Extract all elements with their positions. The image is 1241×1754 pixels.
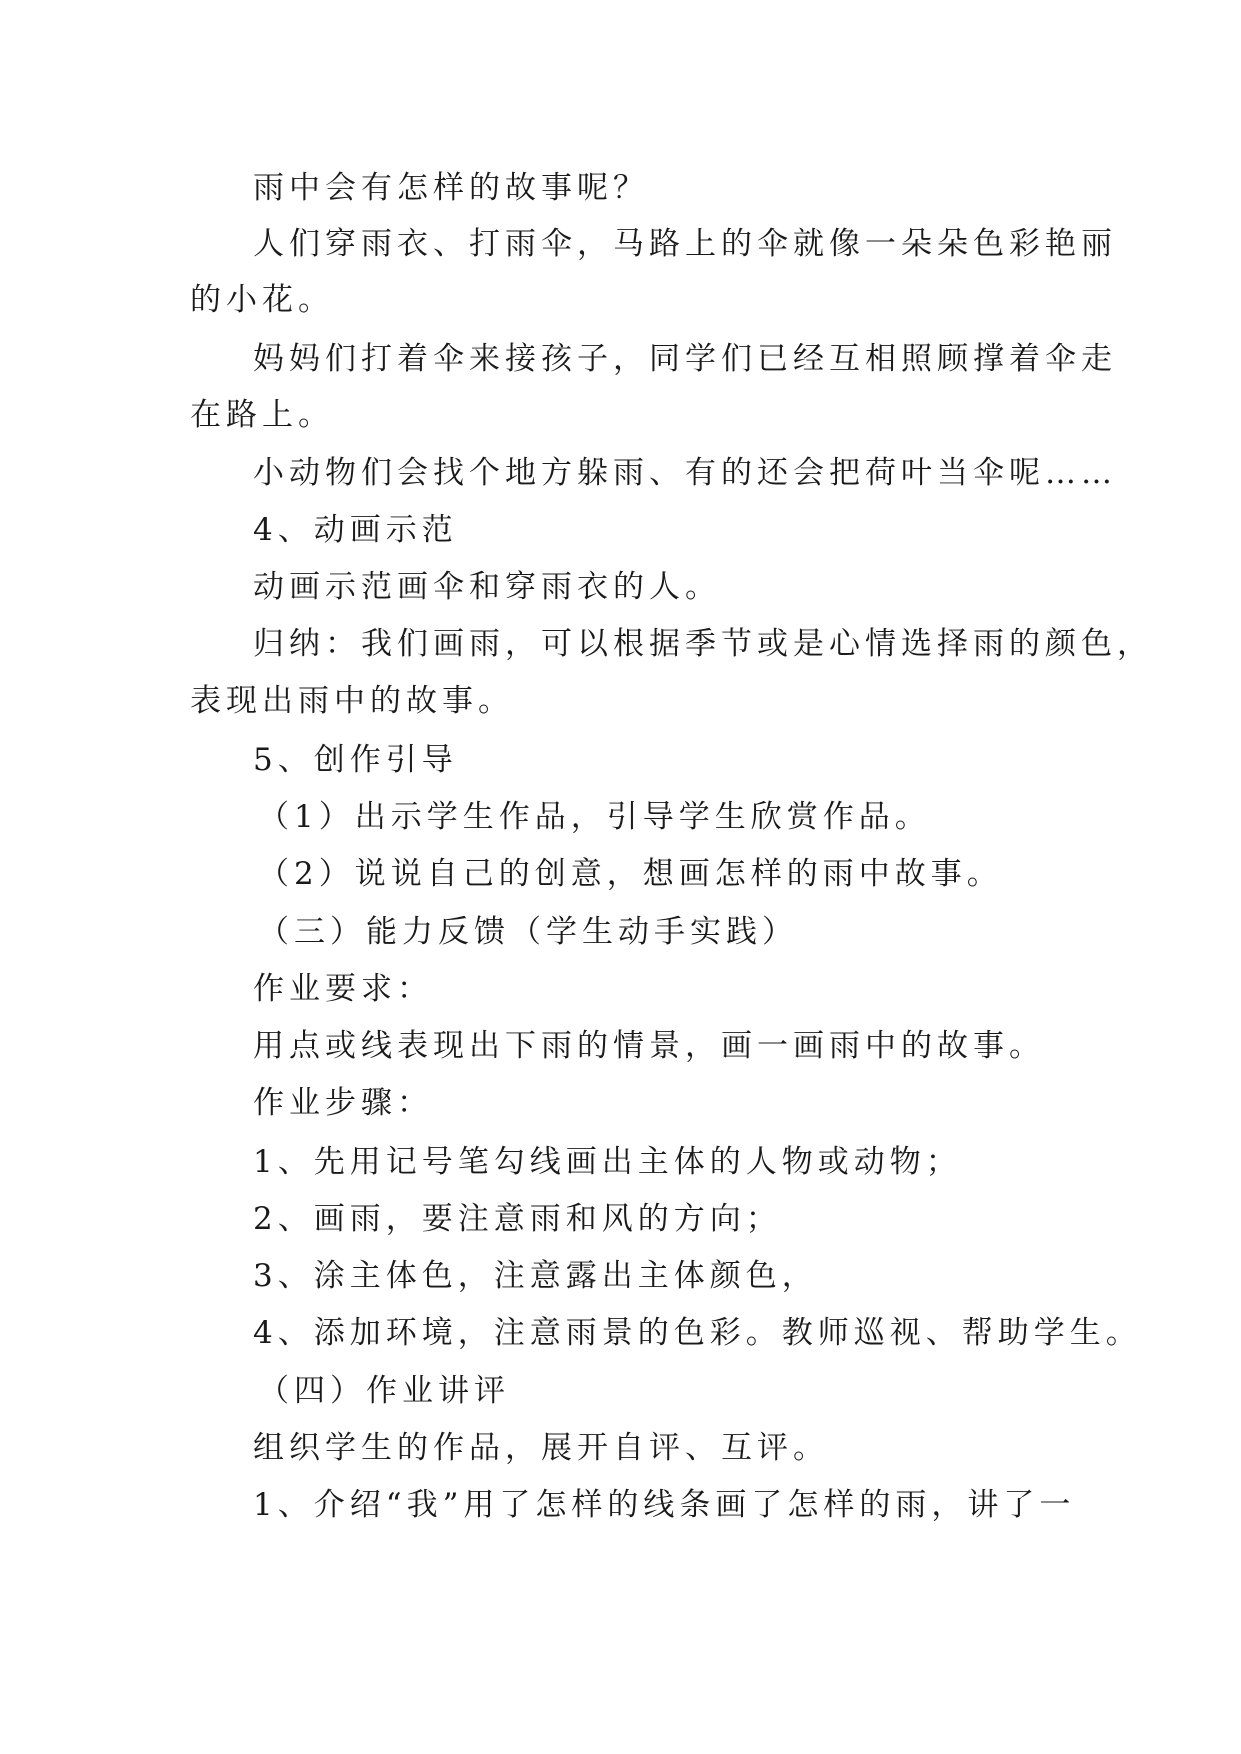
paragraph-line: 用点或线表现出下雨的情景，画一画雨中的故事。: [253, 1028, 1045, 1064]
paragraph-line: 的小花。: [190, 282, 334, 318]
list-item: （2）说说自己的创意，想画怎样的雨中故事。: [258, 856, 1003, 892]
section-heading: （四）作业讲评: [258, 1373, 510, 1409]
paragraph-line: 作业要求：: [253, 971, 433, 1007]
paragraph-line: 动画示范画伞和穿雨衣的人。: [253, 569, 721, 605]
paragraph-line: 组织学生的作品，展开自评、互评。: [253, 1430, 829, 1466]
list-item: 3、涂主体色，注意露出主体颜色，: [253, 1258, 818, 1294]
paragraph-line: 妈妈们打着伞来接孩子，同学们已经互相照顾撑着伞走: [253, 341, 1117, 377]
paragraph-line: 作业步骤：: [253, 1085, 433, 1121]
paragraph-line: 人们穿雨衣、打雨伞，马路上的伞就像一朵朵色彩艳丽: [253, 226, 1117, 262]
paragraph-line: 雨中会有怎样的故事呢？: [253, 170, 649, 206]
list-item: 2、画雨，要注意雨和风的方向；: [253, 1201, 782, 1237]
section-heading: （三）能力反馈（学生动手实践）: [258, 914, 798, 950]
paragraph-line: 表现出雨中的故事。: [190, 683, 514, 719]
list-item: （1）出示学生作品，引导学生欣赏作品。: [258, 799, 931, 835]
section-heading: 4、动画示范: [253, 512, 458, 548]
list-item: 1、先用记号笔勾线画出主体的人物或动物；: [253, 1144, 962, 1180]
paragraph-line: 归纳：我们画雨，可以根据季节或是心情选择雨的颜色，: [253, 626, 1153, 662]
list-item: 4、添加环境，注意雨景的色彩。教师巡视、帮助学生。: [253, 1315, 1142, 1351]
section-heading: 5、创作引导: [253, 742, 458, 778]
list-item: 1、介绍“我”用了怎样的线条画了怎样的雨，讲了一: [253, 1487, 1076, 1523]
paragraph-line: 小动物们会找个地方躲雨、有的还会把荷叶当伞呢……: [253, 455, 1117, 491]
paragraph-line: 在路上。: [190, 397, 334, 433]
